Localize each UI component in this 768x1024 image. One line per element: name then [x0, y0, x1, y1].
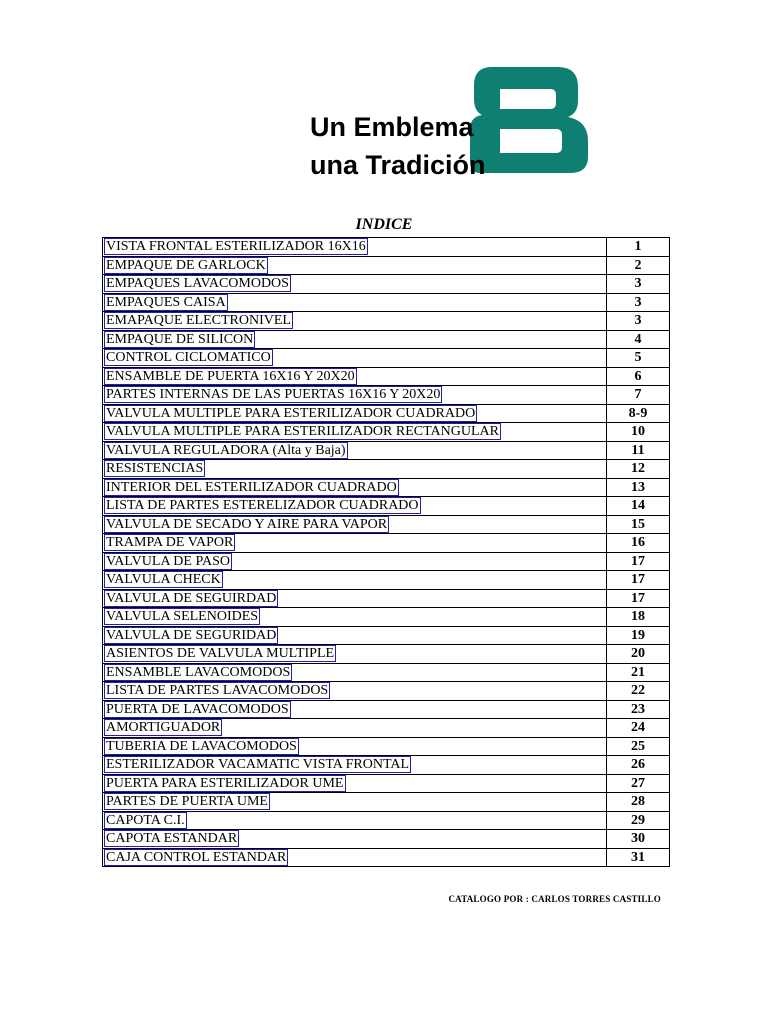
index-entry-cell — [103, 367, 607, 386]
table-row — [103, 571, 670, 590]
page-number: 5 — [607, 349, 670, 368]
index-entry-link[interactable]: EMPAQUES LAVACOMODOS — [106, 276, 289, 292]
page-number: 17 — [607, 552, 670, 571]
table-row — [103, 275, 670, 294]
page-number: 25 — [607, 737, 670, 756]
page-number: 7 — [607, 386, 670, 405]
table-row — [103, 719, 670, 738]
page-number: 8-9 — [607, 404, 670, 423]
index-entry-link[interactable]: AMORTIGUADOR — [106, 720, 221, 736]
page-number: 12 — [607, 460, 670, 479]
index-entry-cell — [103, 608, 607, 627]
page-number: 26 — [607, 756, 670, 775]
table-row — [103, 811, 670, 830]
table-row — [103, 663, 670, 682]
index-entry-link[interactable]: CONTROL CICLOMATICO — [106, 350, 271, 366]
index-entry-link[interactable]: LISTA DE PARTES ESTERELIZADOR CUADRADO — [106, 498, 419, 514]
index-entry-cell — [103, 275, 607, 294]
page-number: 28 — [607, 793, 670, 812]
page-number: 21 — [607, 663, 670, 682]
index-entry-cell — [103, 552, 607, 571]
table-row — [103, 460, 670, 479]
index-entry-cell — [103, 682, 607, 701]
table-row — [103, 497, 670, 516]
table-row — [103, 367, 670, 386]
page-number: 22 — [607, 682, 670, 701]
page-number: 17 — [607, 589, 670, 608]
page-number: 19 — [607, 626, 670, 645]
page-number: 29 — [607, 811, 670, 830]
catalog-credit: CATALOGO POR : CARLOS TORRES CASTILLO — [448, 894, 661, 904]
index-entry-link[interactable]: LISTA DE PARTES LAVACOMODOS — [106, 683, 329, 699]
table-row — [103, 830, 670, 849]
index-entry-link[interactable]: VALVULA MULTIPLE PARA ESTERILIZADOR CUADRADO — [106, 405, 476, 421]
index-entry-cell — [103, 719, 607, 738]
index-entry-link[interactable]: EMPAQUE DE GARLOCK — [106, 257, 266, 273]
table-row — [103, 737, 670, 756]
index-table — [102, 237, 670, 867]
index-entry-cell — [103, 441, 607, 460]
index-entry-cell — [103, 478, 607, 497]
page-number: 31 — [607, 848, 670, 867]
index-entry-cell — [103, 386, 607, 405]
index-entry-cell — [103, 330, 607, 349]
index-entry-link[interactable]: ESTERILIZADOR VACAMATIC VISTA FRONTAL — [106, 757, 410, 773]
index-entry-link[interactable]: CAJA CONTROL ESTANDAR — [106, 849, 287, 865]
index-entry-cell — [103, 737, 607, 756]
table-row — [103, 423, 670, 442]
letter-b-logo-icon — [470, 67, 590, 175]
index-entry-link[interactable]: TRAMPA DE VAPOR — [106, 535, 234, 551]
page-number: 3 — [607, 293, 670, 312]
table-row — [103, 386, 670, 405]
index-entry-link[interactable]: VALVULA DE PASO — [106, 553, 230, 569]
table-row — [103, 404, 670, 423]
page-number: 3 — [607, 312, 670, 331]
table-row — [103, 534, 670, 553]
index-entry-cell — [103, 423, 607, 442]
page-number: 27 — [607, 774, 670, 793]
title-line-2: una Tradición — [310, 150, 486, 180]
index-entry-link[interactable]: VALVULA DE SECADO Y AIRE PARA VAPOR — [106, 516, 388, 532]
page-number: 11 — [607, 441, 670, 460]
table-row — [103, 312, 670, 331]
index-entry-link[interactable]: EMPAQUE DE SILICON — [106, 331, 254, 347]
index-entry-cell — [103, 626, 607, 645]
page-number: 14 — [607, 497, 670, 516]
page-number: 24 — [607, 719, 670, 738]
index-entry-cell — [103, 256, 607, 275]
index-entry-cell — [103, 571, 607, 590]
title-line-1: Un Emblema — [310, 112, 474, 142]
index-entry-cell — [103, 848, 607, 867]
index-entry-link[interactable]: ENSAMBLE LAVACOMODOS — [106, 664, 291, 680]
index-entry-link[interactable]: VALVULA MULTIPLE PARA ESTERILIZADOR RECTANGULAR — [106, 424, 499, 440]
index-entry-link[interactable]: PARTES INTERNAS DE LAS PUERTAS 16X16 Y 20X20 — [106, 387, 441, 403]
index-entry-cell — [103, 534, 607, 553]
index-entry-link[interactable]: CAPOTA ESTANDAR — [106, 831, 238, 847]
table-row — [103, 608, 670, 627]
page-number: 30 — [607, 830, 670, 849]
index-entry-cell — [103, 238, 607, 257]
table-row — [103, 793, 670, 812]
index-entry-cell — [103, 515, 607, 534]
index-entry-link[interactable]: VALVULA SELENOIDES — [106, 609, 259, 625]
table-row — [103, 478, 670, 497]
index-entry-link[interactable]: ENSAMBLE DE PUERTA 16X16 Y 20X20 — [106, 368, 355, 384]
table-row — [103, 645, 670, 664]
index-entry-cell — [103, 349, 607, 368]
page-number: 23 — [607, 700, 670, 719]
page-number: 17 — [607, 571, 670, 590]
table-row — [103, 238, 670, 257]
page-number: 3 — [607, 275, 670, 294]
index-entry-link[interactable]: EMAPAQUE ELECTRONIVEL — [106, 313, 291, 329]
index-entry-cell — [103, 589, 607, 608]
page-number: 1 — [607, 238, 670, 257]
table-row — [103, 774, 670, 793]
index-entry-cell — [103, 811, 607, 830]
index-entry-link[interactable]: ASIENTOS DE VALVULA MULTIPLE — [106, 646, 335, 662]
table-row — [103, 552, 670, 571]
index-entry-cell — [103, 774, 607, 793]
index-entry-cell — [103, 830, 607, 849]
index-entry-cell — [103, 663, 607, 682]
index-heading: INDICE — [355, 216, 413, 233]
index-entry-cell — [103, 700, 607, 719]
index-entry-link[interactable]: VALVULA DE SEGUIRDAD — [106, 590, 277, 606]
page-number: 20 — [607, 645, 670, 664]
index-entry-link[interactable]: TUBERIA DE LAVACOMODOS — [106, 738, 297, 754]
index-entry-link[interactable]: INTERIOR DEL ESTERILIZADOR CUADRADO — [106, 479, 397, 495]
index-entry-link[interactable]: PUERTA DE LAVACOMODOS — [106, 701, 289, 717]
index-entry-link[interactable]: PUERTA PARA ESTERILIZADOR UME — [106, 775, 344, 791]
page-number: 6 — [607, 367, 670, 386]
index-entry-cell — [103, 497, 607, 516]
table-row — [103, 330, 670, 349]
index-entry-cell — [103, 645, 607, 664]
page-number: 18 — [607, 608, 670, 627]
page-number: 16 — [607, 534, 670, 553]
table-row — [103, 349, 670, 368]
index-entry-link[interactable]: VALVULA REGULADORA (Alta y Baja) — [106, 442, 346, 458]
table-row — [103, 256, 670, 275]
table-row — [103, 848, 670, 867]
table-row — [103, 515, 670, 534]
index-entry-cell — [103, 793, 607, 812]
table-row — [103, 700, 670, 719]
page-number: 10 — [607, 423, 670, 442]
index-entry-cell — [103, 312, 607, 331]
index-entry-link[interactable]: VALVULA DE SEGURIDAD — [106, 627, 277, 643]
index-entry-cell — [103, 460, 607, 479]
table-row — [103, 682, 670, 701]
index-entry-link[interactable]: VALVULA CHECK — [106, 572, 221, 588]
table-row — [103, 589, 670, 608]
index-entry-cell — [103, 404, 607, 423]
page-number: 15 — [607, 515, 670, 534]
index-entry-link[interactable]: RESISTENCIAS — [106, 461, 204, 477]
table-row — [103, 756, 670, 775]
page-number: 4 — [607, 330, 670, 349]
index-entry-link[interactable]: CAPOTA C.I. — [106, 812, 185, 828]
page-number: 2 — [607, 256, 670, 275]
document-title — [310, 108, 486, 184]
index-entry-link[interactable]: EMPAQUES CAISA — [106, 294, 226, 310]
table-row — [103, 441, 670, 460]
index-entry-link[interactable]: VISTA FRONTAL ESTERILIZADOR 16X16 — [106, 239, 366, 255]
table-row — [103, 293, 670, 312]
index-entry-cell — [103, 756, 607, 775]
index-entry-link[interactable]: PARTES DE PUERTA UME — [106, 794, 268, 810]
table-row — [103, 626, 670, 645]
index-entry-cell — [103, 293, 607, 312]
page-number: 13 — [607, 478, 670, 497]
